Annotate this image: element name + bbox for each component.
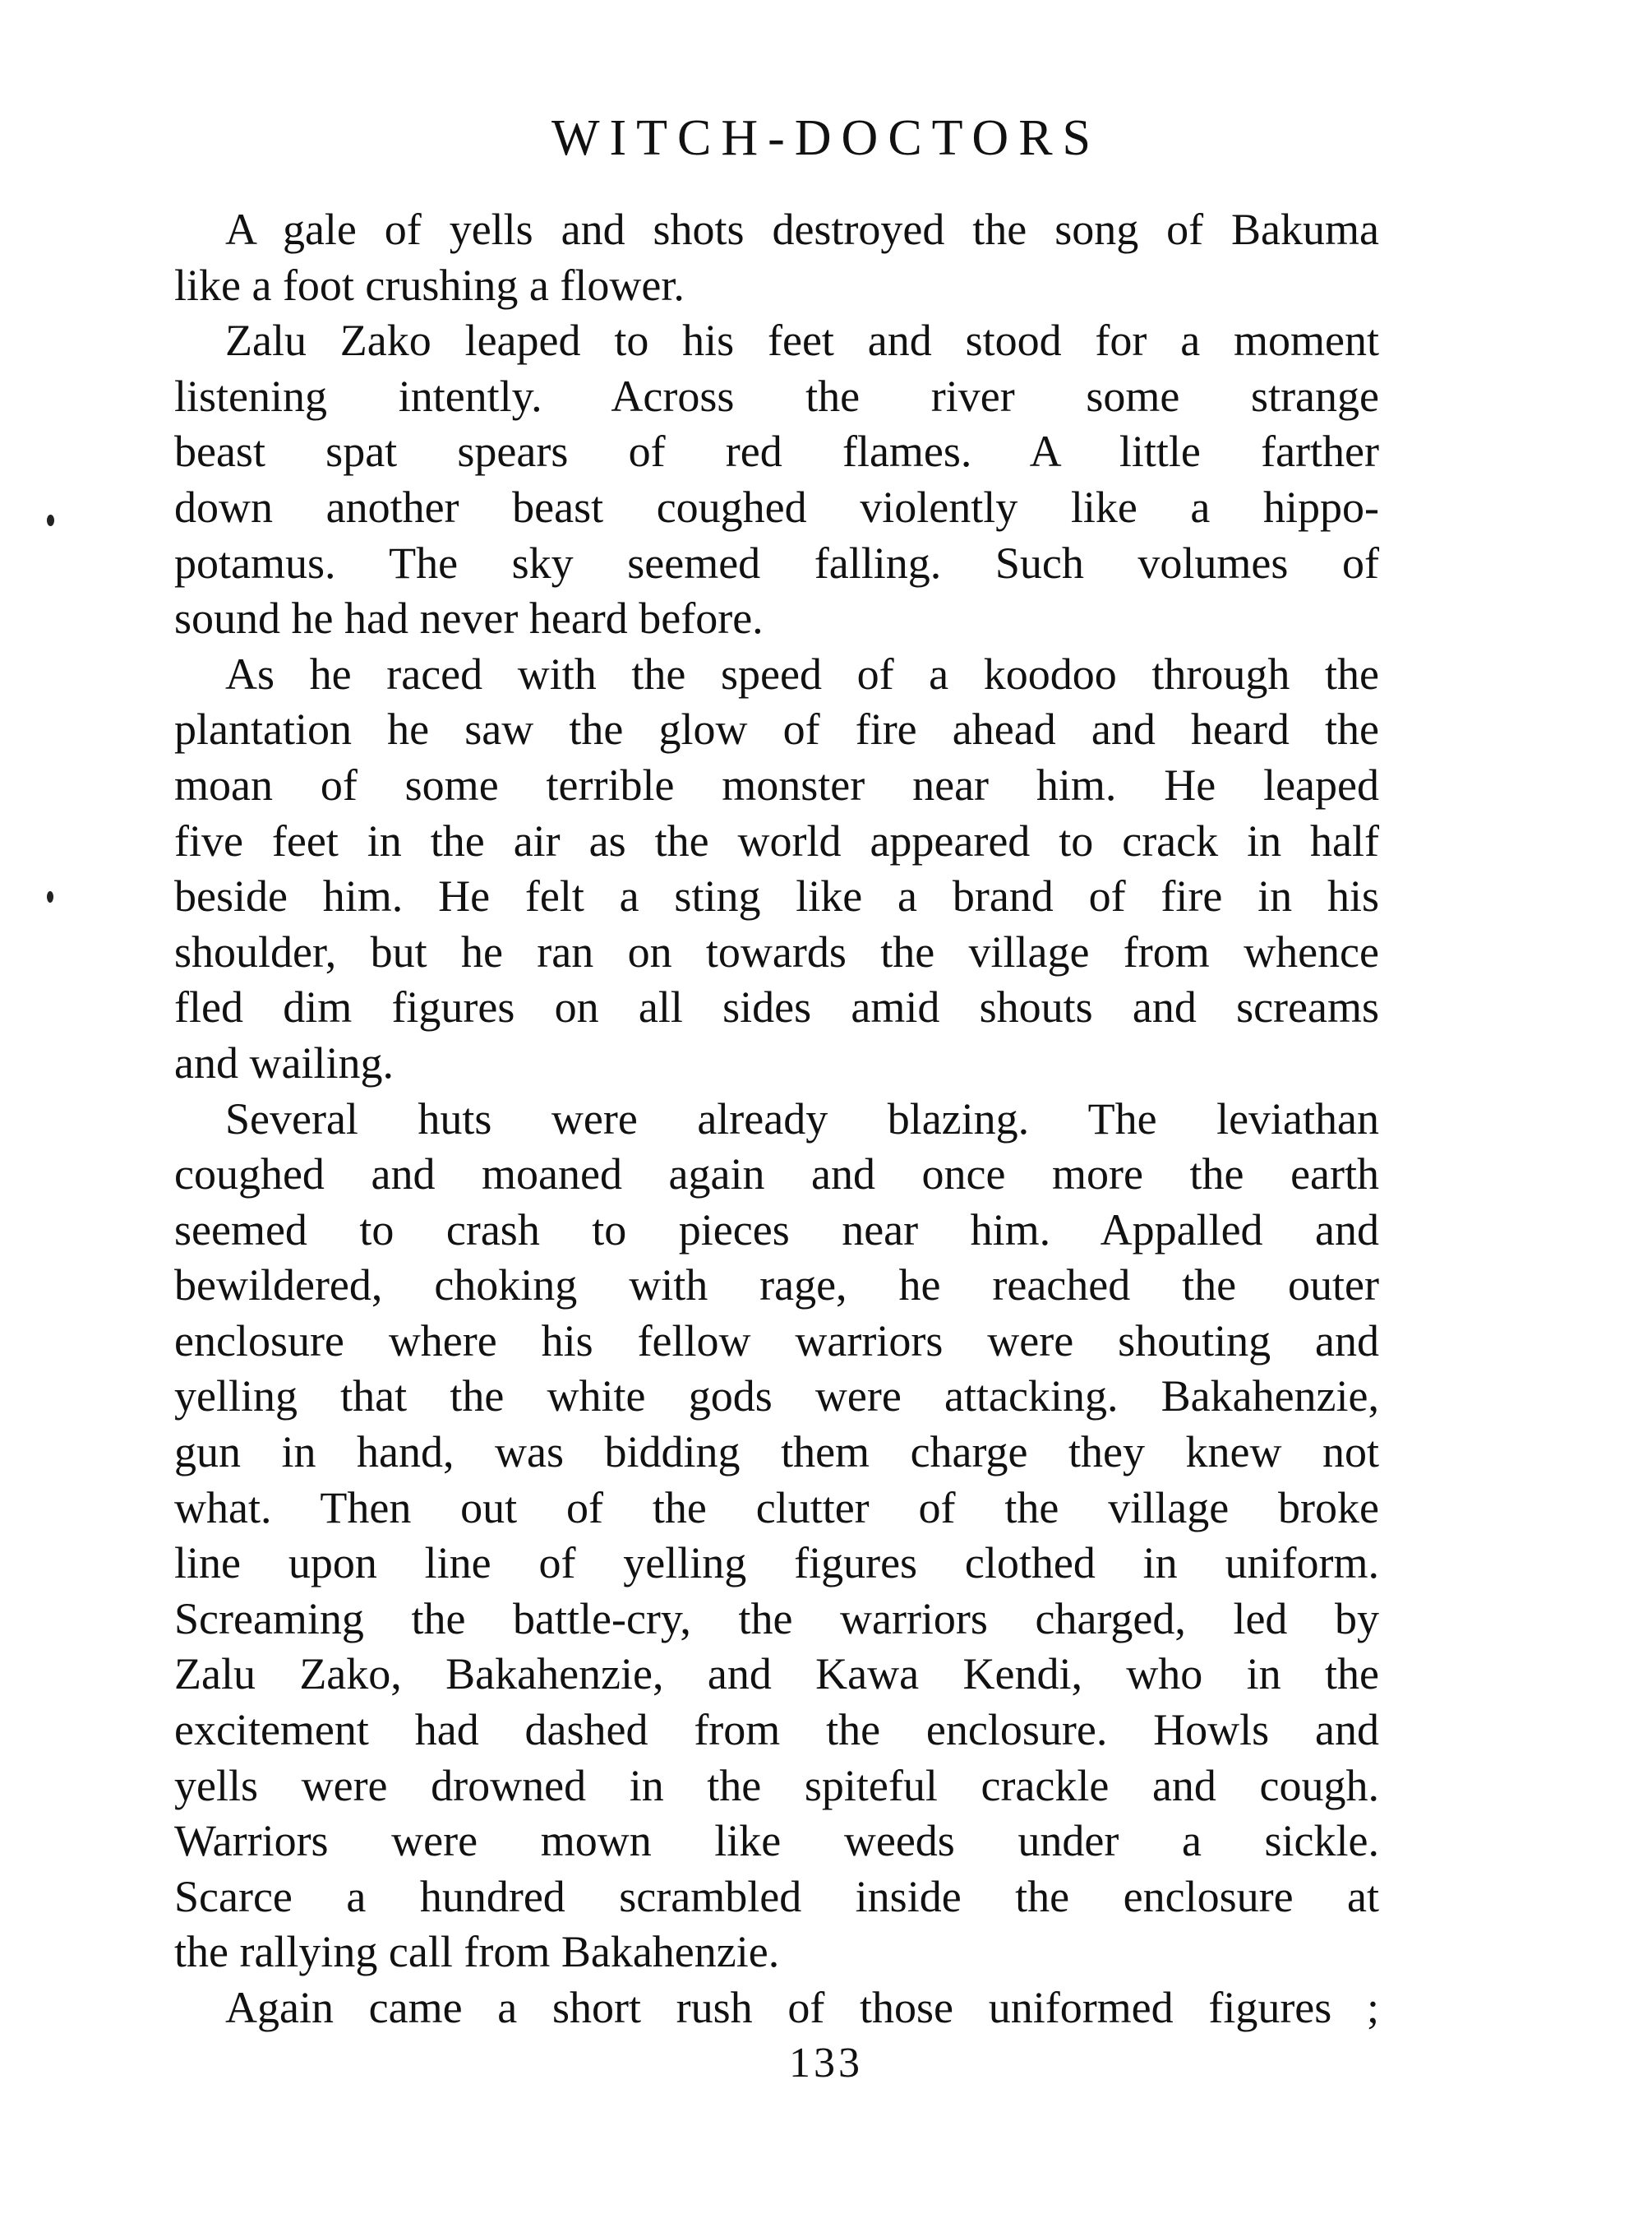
text-line: seemed to crash to pieces near him. Appalled and xyxy=(174,1204,1379,1255)
text-line: excitement had dashed from the enclosure. Howls and xyxy=(174,1705,1379,1755)
text-line: Screaming the battle-cry, the warriors charged, led by xyxy=(174,1593,1379,1643)
text-line: potamus. The sky seemed falling. Such volumes of xyxy=(174,538,1379,588)
page-number: 133 xyxy=(789,2040,863,2086)
text-line: beside him. He felt a sting like a brand of fire in his xyxy=(174,871,1379,922)
text-line: listening intently. Across the river some strange xyxy=(174,371,1379,421)
text-line: the rallying call from Bakahenzie. xyxy=(174,1927,780,1977)
text-line: A gale of yells and shots destroyed the song of Bakuma xyxy=(225,205,1379,254)
text-line: Several huts were already blazing. The leviathan xyxy=(225,1093,1379,1144)
text-line: yells were drowned in the spiteful crackle and cough. xyxy=(174,1760,1379,1810)
text-line: plantation he saw the glow of fire ahead and heard the xyxy=(174,705,1379,755)
margin-speck xyxy=(47,515,54,526)
text-line: Zalu Zako leaped to his feet and stood for a moment xyxy=(225,316,1379,366)
text-line: coughed and moaned again and once more the earth xyxy=(174,1149,1379,1199)
body-text xyxy=(174,202,1379,2036)
text-line: bewildered, choking with rage, he reached the outer xyxy=(174,1260,1379,1310)
text-line: down another beast coughed violently like a hippo- xyxy=(174,482,1379,532)
text-line: shoulder, but he ran on towards the village from whence xyxy=(174,927,1379,977)
text-line: five feet in the air as the world appeared to crack in half xyxy=(174,816,1379,866)
text-line: and wailing. xyxy=(174,1037,394,1088)
text-line: sound he had never heard before. xyxy=(174,594,764,644)
text-line: Scarce a hundred scrambled inside the enclosure at xyxy=(174,1871,1379,1921)
text-line: Again came a short rush of those uniformed figures ; xyxy=(225,1983,1379,2032)
text-line: beast spat spears of red flames. A little farther xyxy=(174,427,1379,477)
text-line: yelling that the white gods were attacking. Bakahenzie, xyxy=(174,1371,1379,1421)
text-line: line upon line of yelling figures clothed in uniform. xyxy=(174,1538,1379,1588)
margin-speck xyxy=(47,891,53,903)
text-line: gun in hand, was bidding them charge they knew not xyxy=(174,1427,1379,1477)
text-line: Zalu Zako, Bakahenzie, and Kawa Kendi, who in the xyxy=(174,1649,1379,1699)
text-line: like a foot crushing a flower. xyxy=(174,260,685,310)
running-head: WITCH-DOCTORS xyxy=(551,110,1101,166)
text-line: what. Then out of the clutter of the village broke xyxy=(174,1482,1379,1532)
text-line: Warriors were mown like weeds under a sickle. xyxy=(174,1816,1379,1866)
text-line: enclosure where his fellow warriors were shouting and xyxy=(174,1315,1379,1366)
text-line: moan of some terrible monster near him. He leaped xyxy=(174,760,1379,810)
text-line: As he raced with the speed of a koodoo through the xyxy=(225,649,1379,699)
text-line: fled dim figures on all sides amid shouts and screams xyxy=(174,982,1379,1033)
